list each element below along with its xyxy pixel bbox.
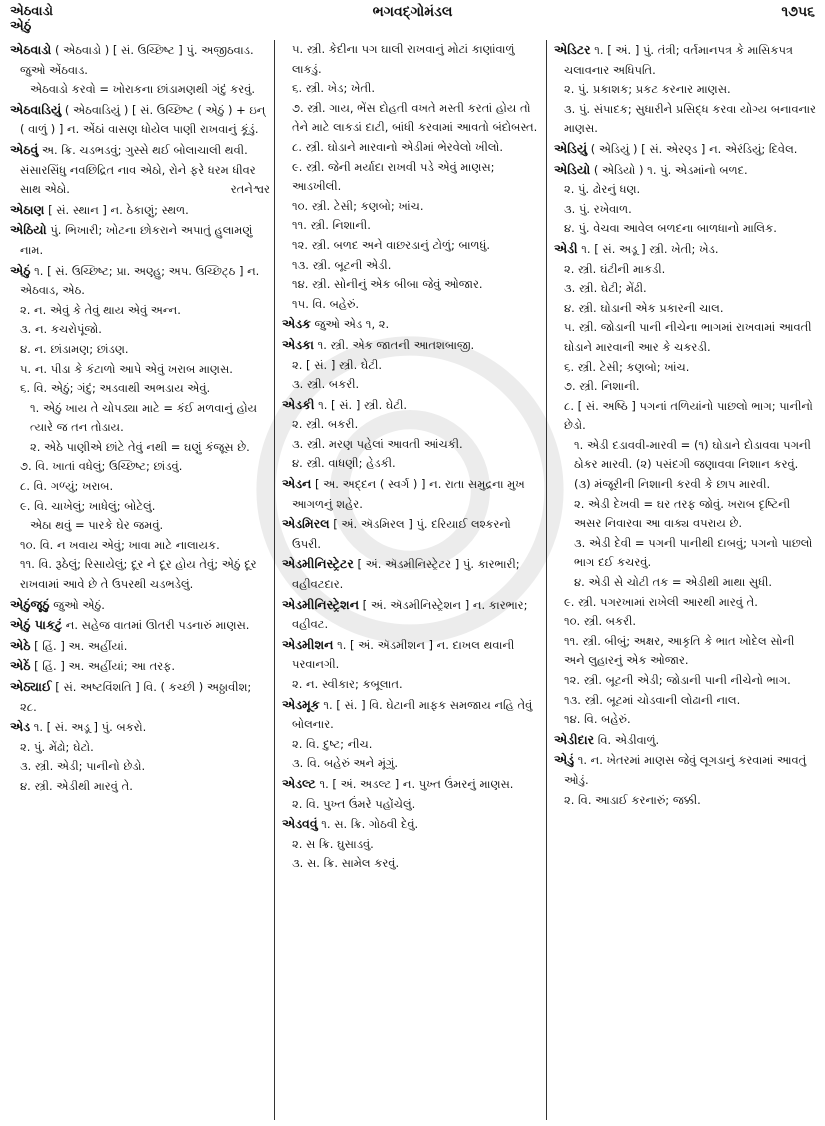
definition-text: [ અં. ઍડમીનિસ્ટ્રેશન ] ન. કારભાર; વહીવટ. — [292, 597, 528, 632]
definition-text: ૧. [ અં. ] પું. તંત્રી; વર્તમાનપત્ર કે માસિકપત્ર ચલાવનાર અધિપતિ. — [564, 43, 794, 77]
definition-text: ૬. સ્ત્રી. ખેડ; ખેતી. — [292, 81, 375, 96]
definition-text: ૧. એઠું ખાય તે ચોપડ્યા માટે = કંઈ મળવાનું હોય ત્યારે જ તન તોડાય. — [30, 400, 258, 435]
headword: એઠુંજૂઠું — [10, 596, 50, 612]
definition-text: [ હિં. ] અ. અહીંયાં; આ તરફ. — [34, 659, 176, 674]
sense-line — [554, 200, 816, 220]
definition-text: [ અં. ઍડમિરલ ] પું. દરિયાઈ લશ્કરનો ઉપરી. — [292, 517, 511, 551]
definition-text: ૩. સ્ત્રી. બકરી. — [292, 377, 360, 392]
sense-line — [282, 236, 540, 256]
definition-text: [ અ. અદ્દન ( સ્વર્ગ ) ] ન. રાતા સમુદ્રના મુખ આગળનું શહેર. — [292, 477, 525, 511]
sense-line — [282, 158, 540, 197]
headword: એઠવું — [10, 141, 39, 157]
headword: એડલ્ટ — [282, 775, 316, 791]
column-1 — [10, 40, 270, 1122]
definition-text: ૩. સ્ત્રી. ઘેટી; મેંઢી. — [564, 281, 647, 296]
definition-text: ૧૩. સ્ત્રી. બૂટમાં ચોડવાની લોઢાની નાલ. — [564, 692, 741, 707]
guide-word-last: એઠું — [10, 19, 32, 34]
guide-word-first: એઠવાડો — [10, 4, 53, 19]
definition-text: ૧. [ અં. અડલ્ટ ] ન. પુખ્ત ઉંમરનું માણસ. — [319, 776, 514, 791]
headword: એડ — [10, 719, 31, 735]
definition-text: ૨. સ્ત્રી. ઘંટીની માકડી. — [564, 261, 666, 276]
definition-text: ૧૦. વિ. ન ખવાય એવું; ખાવા માટે નાલાયક. — [20, 537, 220, 552]
definition-text: ૧૫. વિ. બહેરું. — [292, 296, 360, 311]
definition-text: ૧૨. સ્ત્રી. બળદ અને વાછરડાનું ટોળું; બાળધું. — [292, 237, 491, 252]
definition-text: ૨. એડી દેખવી = ઘર તરફ જોવું. ખરાબ દૃષ્ટિની અસર નિવારવા આ વાક્ય વપરાય છે. — [574, 496, 791, 531]
sense-line — [10, 320, 270, 340]
dictionary-entry — [10, 100, 270, 140]
definition-text: ૧. [ સં. ] વિ. ઘેટાની માફક સમજાય નહિ તેવું બોલનાર. — [292, 697, 533, 732]
sense-line — [282, 435, 540, 455]
definition-text: ૩. એડી દેવી = પગની પાનીથી દાબવું; પગનો પાછલો ભાગ દઈ કચરવું. — [574, 535, 813, 570]
dictionary-entry — [282, 474, 540, 514]
definition-text: ૧. સ. ક્રિ. ગોઠવી દેવું. — [321, 817, 419, 832]
headword: એઠું પાકટું — [10, 617, 63, 633]
definition-text: ૧૧. વિ. રૂઠેલું; રિસાયેલું; દૂર ને દૂર હોય તેવું; એઠું દૂર રાખવામાં આવે છે તે ઉપરથી ચડભડેલું. — [20, 557, 257, 592]
dictionary-entry — [10, 40, 270, 80]
sense-line — [282, 99, 540, 138]
idiom-line — [10, 80, 270, 100]
headword: એડકી — [282, 396, 315, 412]
definition-text: ૨. ન. સ્વીકાર; કબૂલાત. — [292, 677, 403, 691]
sense-line — [282, 256, 540, 276]
definition-text: ( એડિયું ) [ સં. એરણ્ડ ] ન. એરંડિયું; દિવેલ. — [590, 141, 798, 156]
definition-text: ૩. સ્ત્રી. મરણ પહેલાં આવતી આંચકી. — [292, 436, 463, 451]
headword: એઠવાડો — [10, 42, 52, 57]
definition-text: ૭. વિ. ખાતાં વધેલું; ઉચ્છિષ્ટ; છાંડવું. — [20, 459, 183, 474]
definition-text: ૧. [ સં. અડૂ ] પું. બકરો. — [33, 720, 147, 735]
headword: એઠિયો — [10, 222, 47, 238]
sense-line — [10, 738, 270, 758]
page-number: ૧૭૫૬ — [781, 4, 815, 20]
sense-line — [554, 691, 816, 711]
dictionary-entry — [554, 750, 816, 790]
idiom-line — [554, 436, 816, 495]
headword: એઠવાડિયું — [10, 101, 62, 117]
definition-text: ૧. [ સં. અડૂ ] સ્ત્રી. ખેતી; ખેડ. — [581, 241, 719, 256]
definition-text: ૪. પું. વેચવા આવેલ બળદના બાળધાનો માલિક. — [564, 221, 777, 236]
dictionary-entry — [554, 730, 816, 751]
definition-text: ૮. [ સં. અષ્ઠિ ] પગનાં તળિયાંનો પાછલો ભાગ; પાનીનો છેડો. — [564, 398, 813, 433]
definition-text: ૨. એઠે પાણીએ છાંટે તેવું નથી = ઘણું કંજૂસ છે. — [30, 439, 250, 454]
sense-line — [10, 536, 270, 556]
definition-text: ૩. પું. રખેવાળ. — [564, 201, 632, 216]
sense-line — [554, 180, 816, 200]
definition-text: ૩. વિ. બહેરું અને મૂંગું. — [292, 756, 399, 771]
definition-text: ૧૦. સ્ત્રી. બકરી. — [564, 614, 637, 629]
sense-line — [554, 377, 816, 397]
sense-line — [282, 675, 540, 695]
definition-text: પું. ભિખારી; ખોટના છોકરાને અપાતું હુલામણું નામ. — [20, 223, 253, 257]
headword: એઠું — [10, 262, 31, 278]
sense-line — [282, 854, 540, 874]
headword: એડમીનિસ્ટ્રેશન — [282, 596, 360, 612]
dictionary-entry — [282, 514, 540, 554]
sense-line — [10, 477, 270, 497]
definition-text: ૮. વિ. ગળ્યું; ખરાબ. — [20, 479, 114, 494]
definition-text: ૪. સ્ત્રી. એડીથી મારવું તે. — [20, 778, 133, 793]
definition-text: ૯. સ્ત્રી. પગરખામાં રાખેલી આરથી મારવું તે. — [564, 594, 758, 609]
sense-line — [282, 415, 540, 435]
definition-text: ૨. પું. ઢોરનું ધણ. — [564, 182, 641, 197]
dictionary-entry — [554, 40, 816, 80]
definition-text: ૩. પું. સંપાદક; સુધારીને પ્રસિદ્ધ કરવા યોગ્ય બનાવનાર માણસ. — [564, 101, 816, 136]
sense-line — [10, 457, 270, 477]
column-divider — [274, 40, 275, 1120]
dictionary-entry — [10, 220, 270, 260]
definition-text: ( એડિયો ) ૧. પું. એડમાંનો બળદ. — [593, 162, 748, 177]
definition-text: ૨. વિ. દુષ્ટ; નીચ. — [292, 736, 373, 751]
sense-line — [282, 735, 540, 755]
definition-text: ૨. પું. મેંઢો; ઘેટો. — [20, 739, 94, 754]
sense-line — [554, 671, 816, 691]
sense-line — [10, 340, 270, 360]
dictionary-entry — [10, 261, 270, 301]
sense-line — [10, 555, 270, 594]
definition-text: જુઓ એડ ૧, ૨. — [314, 317, 390, 332]
definition-text: [ હિં. ] અ. અહીંયાં. — [34, 638, 128, 653]
idiom-line — [554, 495, 816, 534]
definition-text: ૩. સ. ક્રિ. સામેલ કરવું. — [292, 856, 400, 871]
headword: એડિટર — [554, 42, 591, 57]
definition-text: ૧૧. સ્ત્રી. બીબું; અક્ષર, આકૃતિ કે ભાત ખોદેલ સોની અને લુહારનું એક ઓજાર. — [564, 633, 795, 668]
sense-line — [282, 79, 540, 99]
dictionary-entry — [282, 395, 540, 416]
sense-line — [282, 138, 540, 158]
definition-text: અ. ક્રિ. ચડભડવું; ગુસ્સે થઈ બોલાચાલી થવી. — [41, 142, 248, 157]
sense-line — [554, 219, 816, 239]
headword: એડું — [554, 752, 575, 768]
dictionary-entry — [282, 595, 540, 635]
definition-text: ૭. સ્ત્રી. નિશાની. — [564, 379, 640, 394]
dictionary-entry — [554, 139, 816, 160]
dictionary-entry — [10, 677, 270, 717]
headword: એડકા — [282, 336, 314, 352]
sense-line — [554, 632, 816, 671]
definition-text: ૨. સ ક્રિ. ઘુસાડવું. — [292, 836, 374, 851]
headword: એડી — [554, 240, 578, 256]
sense-line — [10, 379, 270, 399]
sense-line — [282, 356, 540, 376]
headword: એઠાણ — [10, 201, 45, 217]
headword: એડિયો — [554, 161, 591, 177]
definition-text: ૫. સ્ત્રી. કેદીના પગ ઘાલી રાખવાનું મોટાં કાણાંવાળું લાકડું. — [292, 42, 515, 76]
headword: એડક — [282, 316, 311, 332]
definition-text: વિ. એડીવાળું. — [597, 732, 660, 747]
idiom-line — [10, 438, 270, 458]
headword: એડમિરલ — [282, 516, 330, 532]
sense-line — [282, 216, 540, 236]
definition-text: એઠવાડો કરવો = ખોરાકના છાંડામણથી ગંદું કરવું. — [30, 82, 256, 97]
column-3 — [554, 40, 816, 1122]
dictionary-entry — [554, 160, 816, 181]
dictionary-entry — [10, 717, 270, 738]
sense-line — [282, 754, 540, 774]
definition-text: ૧. સ્ત્રી. એક જાતની આતશબાજી. — [317, 337, 475, 352]
definition-text: ( એઠવાડો ) [ સં. ઉચ્છિષ્ટ ] પું. અજીઠવાડ. જુઓ એંઠવાડ. — [20, 43, 254, 77]
definition-text: ૨. પું. પ્રકાશક; પ્રકટ કરનાર માણસ. — [564, 82, 731, 97]
definition-text: ૧૪. વિ. બહેરું. — [564, 712, 631, 727]
sense-line — [282, 454, 540, 474]
headword: એડવવું — [282, 816, 318, 832]
definition-text: ૨. ન. એવું કે તેવું થાય એવું અન્ન. — [20, 302, 181, 317]
definition-text: જુઓ એઠું. — [53, 597, 105, 612]
definition-text: ૧૦. સ્ત્રી. ટેસી; કણબો; ખાંચ. — [292, 198, 424, 213]
sense-line — [554, 260, 816, 280]
idiom-line — [554, 573, 816, 593]
headword: એડીદાર — [554, 731, 595, 747]
definition-text: ૧. [ અં. ઍડમીશન ] ન. દાખલ થવાની પરવાનગી. — [292, 637, 515, 672]
definition-text: સંસારસિંધુ નવછિદ્રિત નાવ એઠો, રોને ફરે ધરમ ધીવર સાથ એઠો. — [20, 162, 256, 197]
definition-text: ( એઠવાડિયું ) [ સં. ઉચ્છિષ્ટ ( એઠું ) + ઇન્ ( વાળું ) ] ન. એંઠાં વાસણ ધોયેલ પાણી રાખવાનું કૂંડું. — [20, 102, 266, 137]
headword: એડમીશન — [282, 636, 334, 652]
definition-text: ૪. સ્ત્રી. વાધણી; હેડકી. — [292, 456, 396, 471]
sense-line — [282, 375, 540, 395]
definition-text: ૧૪. સ્ત્રી. સોનીનું એક બીબા જેવું ઓજાર. — [292, 277, 483, 292]
dictionary-entry — [10, 200, 270, 221]
sense-line — [554, 612, 816, 632]
sense-line — [554, 710, 816, 730]
definition-text: ૬. વિ. એઠું; ગંદું; અડવાથી અભડાય એવું. — [20, 381, 211, 396]
definition-text: [ અં. ઍડમીનિસ્ટ્રેટર ] પું. કારભારી; વહીવટદાર. — [292, 557, 520, 592]
dictionary-entry — [10, 656, 270, 677]
sense-line — [282, 295, 540, 315]
definition-text: ૩. ન. કચરોપૂંજો. — [20, 322, 102, 337]
definition-text: ૫. ન. પીડા કે કંટાળો આપે એવું ખરાબ માણસ. — [20, 361, 233, 376]
definition-text: ૨. વિ. પુખ્ત ઉંમરે પહોંચેલું. — [292, 796, 416, 811]
sense-line — [554, 358, 816, 378]
sense-line — [10, 497, 270, 517]
definition-text: ૧૨. સ્ત્રી. બૂટની એડી; જોડાની પાની નીચેનો ભાગ. — [564, 673, 791, 687]
definition-text: ૮. સ્ત્રી. ઘોડાને મારવાનો એડીમાં ભેરવેલો ખીલો. — [292, 139, 504, 154]
headword: એઠ્યાઈ — [10, 679, 52, 694]
definition-text: ૯. વિ. ચાખેલું; ખાધેલું; બોટેલું. — [20, 498, 156, 513]
definition-text: એઠા થવું = પારકે ઘેર જમવું. — [30, 518, 164, 533]
idiom-line — [554, 534, 816, 573]
dictionary-entry — [10, 595, 270, 616]
sense-line — [282, 275, 540, 295]
sense-line — [10, 360, 270, 380]
definition-text: ૧. [ સં. ] સ્ત્રી. ઘેટી. — [318, 397, 408, 412]
sense-line — [282, 197, 540, 217]
definition-text: [ સં. સ્થાન ] ન. ઠેકાણું; સ્થળ. — [48, 202, 189, 217]
dictionary-entry — [282, 695, 540, 735]
definition-text: ૨. [ સં. ] સ્ત્રી. ઘેટી. — [292, 357, 383, 372]
dictionary-title: ભગવદ્ગોમંડલ — [372, 4, 453, 20]
headword: એડન — [282, 476, 312, 492]
dictionary-entry — [282, 635, 540, 675]
quotation — [10, 161, 270, 200]
definition-text: ૩. સ્ત્રી. એડી; પાનીનો છેડો. — [20, 759, 146, 774]
definition-text: ૧૩. સ્ત્રી. બૂટની એડી. — [292, 257, 392, 272]
sense-line — [10, 757, 270, 777]
dictionary-entry — [282, 814, 540, 835]
headword: એડમીનિસ્ટ્રેટર — [282, 556, 354, 572]
dictionary-entry — [282, 335, 540, 356]
definition-text: ૧. [ સં. ઉચ્છિષ્ટ; પ્રા. અણ્હુ; અપ. ઉચ્છિટ્ઠ ] ન. એઠવાડ, એઠ. — [20, 263, 260, 298]
definition-text: ૧. ન. ખેતરમાં માણસ જેવું લૂગડાનું કરવામાં આવતું ઓડું. — [564, 753, 807, 787]
definition-text: ૨. સ્ત્રી. બકરી. — [292, 417, 359, 432]
definition-text: ૪. સ્ત્રી. ઘોડાની એક પ્રકારની ચાલ. — [564, 300, 724, 315]
dictionary-entry — [554, 239, 816, 260]
sense-line — [554, 593, 816, 613]
headword: એઠેં — [10, 658, 31, 674]
definition-text: ૧૧. સ્ત્રી. નિશાની. — [292, 218, 371, 233]
sense-line — [282, 40, 540, 79]
sense-line — [554, 80, 816, 100]
definition-text: ૬. સ્ત્રી. ટેસી; કણબો; ખાંચ. — [564, 359, 690, 374]
page-header — [10, 4, 815, 38]
definition-text: ન. સહેજ વાતમાં ઊતરી પડનારું માણસ. — [65, 618, 250, 633]
definition-text: ૨. વિ. આડાઈ કરનારું; જક્કી. — [564, 792, 701, 807]
headword: એડિયું — [554, 140, 588, 156]
column-divider — [546, 40, 547, 1120]
dictionary-entry — [10, 140, 270, 161]
sense-line — [10, 301, 270, 321]
sense-line — [554, 100, 816, 139]
idiom-line — [10, 516, 270, 536]
sense-line — [554, 318, 816, 357]
definition-text: ૪. એડી સે ચોટી તક = એડીથી માથા સુધી. — [574, 575, 773, 590]
sense-line — [554, 279, 816, 299]
definition-text: ૧. એડી દડાવવી-મારવી = (૧) ઘોડાને દોડાવવા પગની ઠોકર મારવી. (૨) પસંદગી જણાવવા નિશાન કરવું. (૩) મંજૂરીની નિશાની કરવી કે છાપ મારવી. — [574, 437, 811, 492]
headword: એડમૂક — [282, 696, 320, 712]
column-2 — [282, 40, 540, 1122]
dictionary-entry — [10, 615, 270, 636]
dictionary-entry — [282, 314, 540, 335]
idiom-line — [10, 399, 270, 438]
definition-text: [ સં. અષ્ટવિંશતિ ] વિ. ( કચ્છી ) અઠ્ઠાવીશ; ૨૮. — [20, 680, 252, 714]
quote-author: રતનેશ્વર — [230, 182, 270, 197]
sense-line — [554, 299, 816, 319]
dictionary-entry — [282, 554, 540, 594]
sense-line — [282, 835, 540, 855]
sense-line — [554, 397, 816, 436]
sense-line — [554, 791, 816, 811]
definition-text: ૯. સ્ત્રી. જેની મર્યાદા રાખવી પડે એવું માણસ; આડખીલી. — [292, 159, 495, 194]
dictionary-entry — [10, 636, 270, 657]
definition-text: ૭. સ્ત્રી. ગાય, ભેંસ દોહતી વખતે મસ્તી કરતાં હોય તો તેને માટે લાકડાં દાટી, બાંધી કરવામાં આવતો બંદોબસ્ત. — [292, 100, 538, 135]
dictionary-entry — [282, 774, 540, 795]
headword: એઠે — [10, 637, 31, 653]
sense-line — [10, 777, 270, 797]
sense-line — [282, 795, 540, 815]
definition-text: ૪. ન. છાંડામણ; છાંડણ. — [20, 341, 129, 356]
definition-text: ૫. સ્ત્રી. જોડાની પાની નીચેના ભાગમાં રાખવામાં આવતી ઘોડાને મારવાની આર કે ચકરડી. — [564, 320, 812, 354]
